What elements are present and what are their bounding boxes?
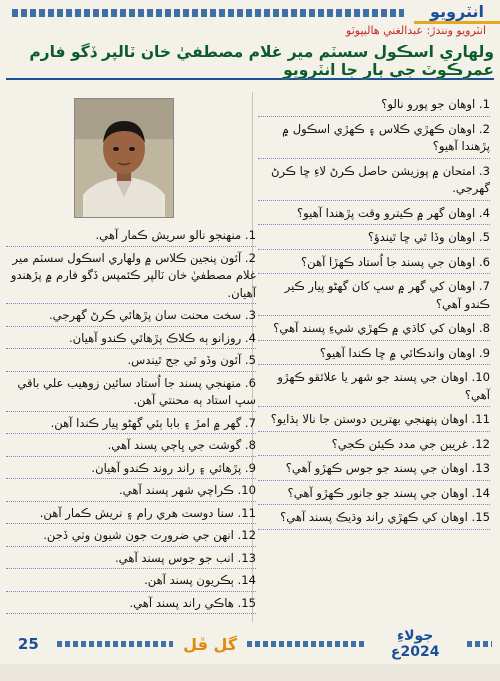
question-item: 9. اوهان واندڪائي ۾ ڇا ڪندا آهيو؟ [258,345,490,366]
footer-stripe [467,641,492,647]
header-stripe [12,9,404,17]
bottom-band [0,664,500,681]
page-footer [0,628,500,660]
question-item: 2. اوهان ڪهڙي ڪلاس ۽ ڪهڙي اسڪول ۾ پڙهندا آهيو؟ [258,121,490,159]
answer-item: 12. انهن جي ضرورت جون شيون وٺي ڏجن. [6,527,256,547]
question-item: 1. اوهان جو پورو نالو؟ [258,96,490,117]
author-line: انٽرويو ونندڙ: عبدالغني هاليپوٽو [346,24,486,37]
interview-headline: ولهاري اسڪول سسٽم مير غلام مصطفيٰ خان ٽالپر ڏگو فارم عمرڪوٽ جي ٻار جا انٽرويو [6,44,494,80]
answer-item: 13. انب جو جوس پسند آهي. [6,550,256,570]
question-item: 10. اوهان جي پسند جو شهر يا علائقو ڪهڙو آهي؟ [258,369,490,407]
answer-item: 11. سنا دوست هري رام ۽ نريش ڪمار آهن. [6,505,256,525]
answer-item: 5. آئون وڏو ٿي جج ٿيندس. [6,352,256,372]
question-item: 8. اوهان کي کاڌي ۾ ڪهڙي شيءِ پسند آهي؟ [258,320,490,341]
student-photo [74,98,174,218]
answers-column [6,227,256,617]
question-item: 5. اوهان وڏا ٿي ڇا ٿيندؤ؟ [258,229,490,250]
question-item: 13. اوهان جي پسند جو جوس ڪهڙو آهي؟ [258,460,490,481]
question-item: 6. اوهان جي پسند جا اُستاد ڪهڙا آهن؟ [258,254,490,275]
answer-item: 9. پڙهائي ۽ راند روند ڪندو آهيان. [6,460,256,480]
page-number: 25 [17,635,39,653]
answer-item: 4. روزانو ٻه ڪلاڪ پڙهائي ڪندو آهيان. [6,330,256,350]
answer-item: 14. ٻڪريون پسند آهن. [6,572,256,592]
questions-column [258,96,490,534]
answer-item: 6. منهنجي پسند جا اُستاد سائين زوهيب علي باقي سڀ استاد ٻه محنتي آهن. [6,375,256,412]
portrait-image [75,99,173,217]
answer-item: 15. هاڪي راند پسند آهي. [6,595,256,615]
header-bar [0,0,500,26]
answer-item: 8. گوشت جي ڀاڄي پسند آهي. [6,437,256,457]
question-item: 14. اوهان جي پسند جو جانور ڪهڙو آهي؟ [258,485,490,506]
answer-item: 1. منهنجو نالو سريش ڪمار آهي. [6,227,256,247]
question-item: 15. اوهان کي ڪهڙي راند وڌيڪ پسند آهي؟ [258,509,490,530]
section-title: انٽرويو [414,2,500,24]
issue-date: جولاءِ 2024ع [390,628,440,660]
answer-item: 7. گهر ۾ امڙ ۽ بابا ٻئي گهڻو پيار ڪندا آهن. [6,415,256,435]
question-item: 7. اوهان کي گهر ۾ سڀ کان گهڻو پيار ڪير ڪندو آهي؟ [258,278,490,316]
answer-item: 10. ڪراچي شهر پسند آهي. [6,482,256,502]
magazine-logo: گل ڦل [183,634,238,654]
footer-stripe [247,641,363,647]
question-item: 11. اوهان پنهنجي بهترين دوستن جا نالا ٻڌايو؟ [258,411,490,432]
footer-stripe [57,641,173,647]
answer-item: 3. سخت محنت سان پڙهائي ڪرڻ گهرجي. [6,307,256,327]
question-item: 12. غريبن جي مدد ڪيئن ڪجي؟ [258,436,490,457]
answer-item: 2. آئون پنجين ڪلاس ۾ ولهاري اسڪول سسٽم مير غلام مصطفيٰ خان ٽالپر ڪئمپس ڏگو فارم ۾ پڙهندو آهيان. [6,250,256,305]
question-item: 3. امتحان ۾ پوزيشن حاصل ڪرڻ لاءِ ڇا ڪرڻ گهرجي. [258,163,490,201]
question-item: 4. اوهان گهر ۾ ڪيترو وقت پڙهندا آهيو؟ [258,205,490,226]
